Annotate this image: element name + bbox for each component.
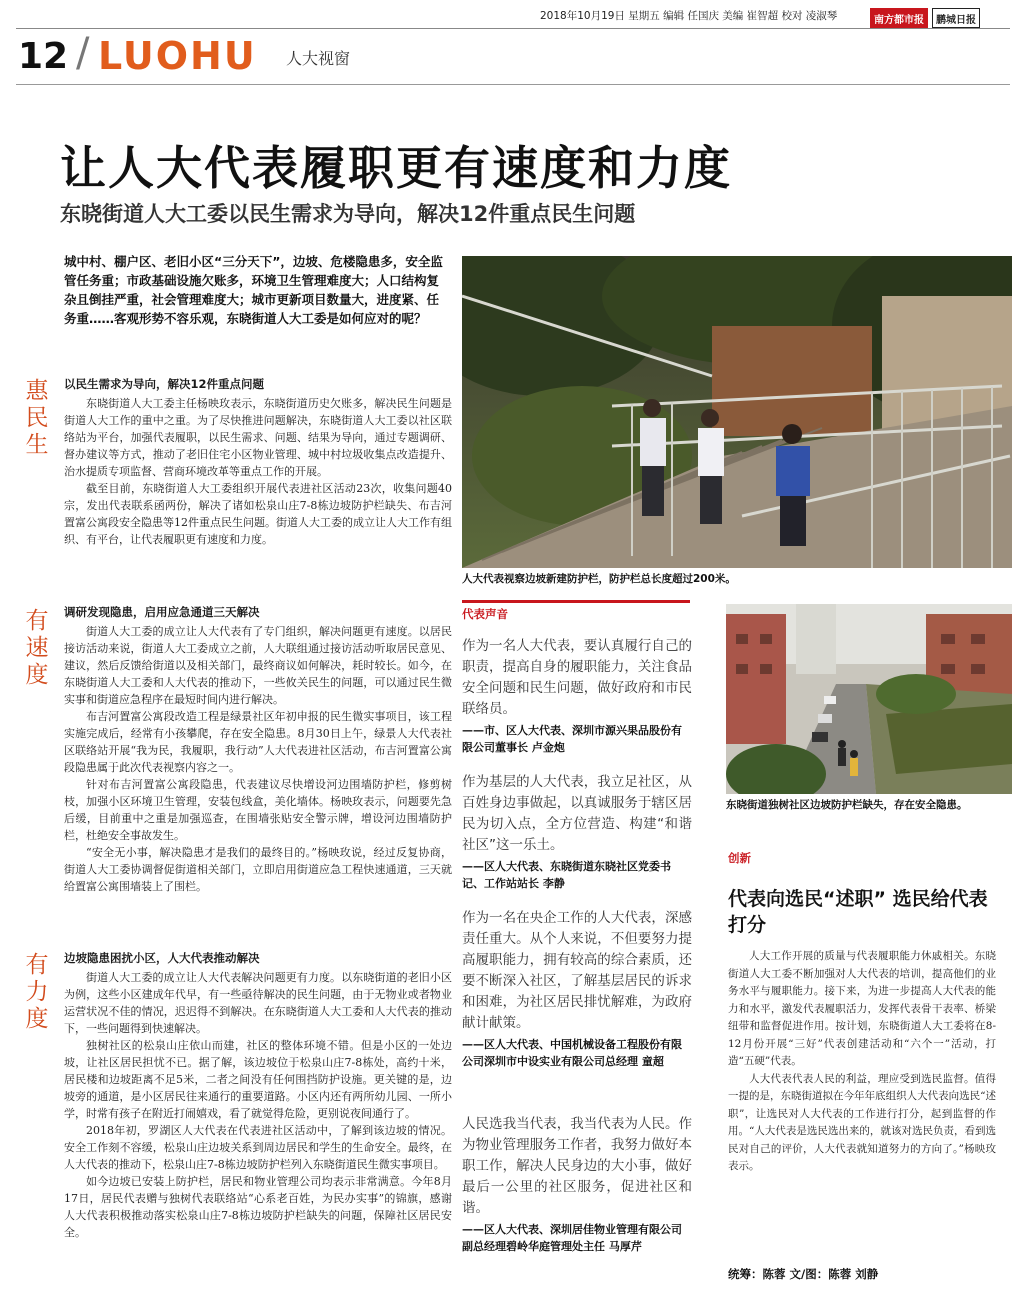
quote-text: 作为一名在央企工作的人大代表，深感责任重大。从个人来说，不但要努力提高履职能力，拥有较高的综合素质，还要不断深入社区，了解基层居民的诉求和困难，为社区居民排忧解难，为政府献计献策。 [462,910,692,1031]
paragraph: “安全无小事，解决隐患才是我们的最终目的。”杨映玫说，经过反复协商，街道人大工委协调督促街道相关部门，立即启用街道应急工程快速通道，三天就给置富公寓围墙装上了围栏。 [64,846,452,893]
paragraph: 如今边坡已安装上防护栏，居民和物业管理公司均表示非常满意。今年8月17日，居民代表赠与独树代表联络站“心系老百姓，为民办实事”的锦旗，感谢人大代表积极推动落实松泉山庄7-8栋边坡防护栏缺失的问题，保障社区居民安全。 [64,1175,452,1239]
quote-text: 人民选我当代表，我当代表为人民。作为物业管理服务工作者，我努力做好本职工作，解决人民身边的大小事，做好最后一公里的社区服务，促进社区和谐。 [462,1116,692,1216]
section-speed [64,604,452,895]
quote-author: ——区人大代表、深圳居佳物业管理有限公司副总经理碧岭华庭管理处主任 马厚芹 [462,1223,682,1253]
paragraph: 针对布吉河置富公寓段隐患，代表建议尽快增设河边围墙防护栏，修剪树枝，加强小区环境卫生管理，安装包线盒，美化墙体。杨映玫表示，问题要先急后缓，目前重中之重是加强巡查，在围墙张贴安全警示牌，增设河边围墙防护栏，杜绝安全事故发生。 [64,778,452,842]
paragraph: 独树社区的松泉山庄依山而建，社区的整体环境不错。但是小区的一处边坡，让社区居民担忧不已。据了解，该边坡位于松泉山庄7-8栋处，高约十米，居民楼和边坡距离不足5米，二者之间没有任何围挡防护设施。更关键的是，边坡旁的通道，是小区居民往来通行的重要道路。小区内还有两所幼儿园、一所小学，时常有孩子在附近打闹嬉戏，看了就觉得危险，更别说夜间通行了。 [64,1039,452,1120]
section-title: 调研发现隐患，启用应急通道三天解决 [64,605,260,619]
credits: 统筹：陈蓉 文/图：陈蓉 刘静 [728,1267,879,1281]
headline: 让人大代表履职更有速度和力度 [60,141,732,195]
innovation-label: 创新 [728,851,751,865]
paragraph: 东晓街道人大工委主任杨映玫表示，东晓街道历史欠账多，解决民生问题是街道人大工作的重中之重。为了尽快推进问题解决，东晓街道人大工委以社区联络站为平台，加强代表履职，以民生需求、问题、结果为导向，通过专题调研、督办建议等方式，推动了老旧住宅小区物业管理、城中村垃圾收集点改造提升、治水提质专项监督、营商环境改革等重点工作的开展。 [64,397,452,478]
innovation-title: 代表向选民“述职” 选民给代表打分 [728,888,988,936]
quote-item [462,908,692,1070]
quote-author: ——区人大代表、东晓街道东晓社区党委书记、工作站站长 李静 [462,860,671,890]
quote-author: ——市、区人大代表、深圳市源兴果品股份有限公司董事长 卢金炮 [462,724,682,754]
paragraph: 街道人大工委的成立让人大代表有了专门组织，解决问题更有速度。以居民接访活动来说，街道人大工委成立之前，人大联组通过接访活动听取居民意见、建议，然后反馈给街道以及相关部门，最终商议如何解决，耗时较长。如今，在东晓街道人大工委和人大代表的推动下，一些攸关民生的问题，可以通过民生微实事和街道应急程序在最短时间内进行解决。 [64,625,452,706]
paragraph: 布吉河置富公寓段改造工程是绿景社区年初申报的民生微实事项目，该工程实施完成后，经常有小孩攀爬，存在安全隐患。8月30日上午，绿景人大代表社区联络站开展“我为民，我履职，我行动”人大代表进社区活动，布吉河置富公寓段隐患属于此次代表视察内容之一。 [64,710,452,774]
innovation-body [728,948,996,1176]
quote-text: 作为基层的人大代表，我立足社区，从百姓身边事做起，以真诚服务于辖区居民为切入点，全方位营造、构建“和谐社区”这一乐土。 [462,774,692,853]
subsection-name: 人大视窗 [286,49,351,68]
photo-stair-railing [462,256,1012,568]
paragraph: 人大工作开展的质量与代表履职能力休戚相关。东晓街道人大工委不断加强对人大代表的培训，提高他们的业务水平与履职能力。接下来，为进一步提高人大代表的能力和水平，激发代表履职活力，发挥代表骨干表率、桥梁纽带和监督促进作用。按计划，东晓街道人大工委将在8-12月份开展“三好”代表创建活动和“六个一”活动，打造“五硬”代表。 [728,950,996,1067]
section-people [64,376,452,548]
side-label-people: 惠民生 [25,378,49,458]
paragraph: 2018年初，罗湖区人大代表在代表进社区活动中，了解到该边坡的情况。安全工作刻不容缓，松泉山庄边坡关系到周边居民和学生的生命安全。最终，在人大代表的推动下，松泉山庄7-8栋边坡防护栏列入东晓街道民生微实事项目。 [64,1124,452,1171]
side-label-strength: 有力度 [25,952,49,1032]
paper-logo: 南方都市报 [870,8,928,28]
photo-slope-street [726,604,1012,794]
quote-item [462,1114,692,1255]
quote-item [462,772,692,892]
photo2-caption: 东晓街道独树社区边坡防护栏缺失，存在安全隐患。 [726,799,968,811]
paragraph: 街道人大工委的成立让人大代表解决问题更有力度。以东晓街道的老旧小区为例，这些小区建成年代早，有一些亟待解决的民生问题，由于无物业或者物业运营状况不佳的情况，迟迟得不到解决。在东晓街道人大工委和人大代表的推动下，一些问题得到快速解决。 [64,971,452,1035]
photo1-caption: 人大代表视察边坡新建防护栏，防护栏总长度超过200米。 [462,573,736,585]
voices-label: 代表声音 [462,607,508,621]
issue-meta-line: 2018年10月19日 星期五 编辑 任国庆 美编 崔智超 校对 凌淑琴 [540,10,838,22]
masthead-rule [16,84,1010,85]
top-rule [16,28,1010,29]
lead-paragraph: 城中村、棚户区、老旧小区“三分天下”，边坡、危楼隐患多，安全监管任务重；市政基础设施欠账多，环境卫生管理难度大；人口结构复杂且倒挂严重，社会管理难度大；城市更新项目数量大，进度紧、任务重……客观形势不容乐观，东晓街道人大工委是如何应对的呢？ [64,254,443,326]
quote-item [462,636,692,756]
section-strength [64,950,452,1241]
section-title: 以民生需求为导向，解决12件重点问题 [64,377,265,391]
quote-author: ——区人大代表、中国机械设备工程股份有限公司深圳市中设实业有限公司总经理 童超 [462,1038,682,1068]
section-title: 边坡隐患困扰小区，人大代表推动解决 [64,951,260,965]
paragraph: 截至目前，东晓街道人大工委组织开展代表进社区活动23次，收集问题40宗，发出代表联系函两份，解决了诸如松泉山庄7-8栋边坡防护栏缺失、布吉河置富公寓段安全隐患等12件重点民生问题。街道人大工委的成立让人大工作有组织、有平台，让代表履职更有速度和力度。 [64,482,452,546]
brand-logos [870,8,1010,28]
edition-logo: 鹏城日报 [932,8,980,28]
slope-street-illustration [726,604,1012,794]
subheadline: 东晓街道人大工委以民生需求为导向，解决12件重点民生问题 [60,202,636,226]
side-label-speed: 有速度 [25,608,49,688]
paragraph: 人大代表代表人民的利益，理应受到选民监督。值得一提的是，东晓街道拟在今年年底组织人大代表向选民“述职”，让选民对人大代表的工作进行打分，起到监督的作用。“人大代表是选民选出来的，就该对选民负责，看到选民对自己的评价，人大代表就知道努力的方向了。”杨映玫表示。 [728,1072,996,1172]
section-name: LUOHU [98,34,257,78]
page-number: 12 [18,36,69,77]
voices-bar [462,600,690,603]
quote-text: 作为一名人大代表，要认真履行自己的职责，提高自身的履职能力，关注食品安全问题和民生问题，做好政府和市民联络员。 [462,638,692,717]
page-slash: / [76,30,90,76]
stair-railing-illustration [462,256,1012,568]
